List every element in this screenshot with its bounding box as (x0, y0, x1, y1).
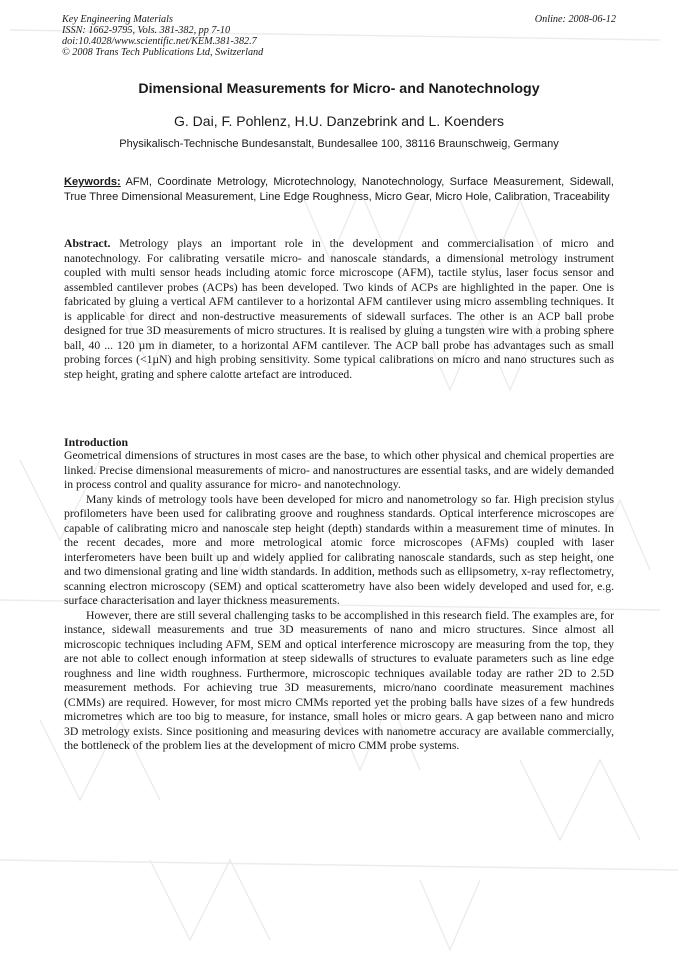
keywords-label: Keywords: (64, 176, 121, 188)
copyright-line: © 2008 Trans Tech Publications Ltd, Switzerland (62, 47, 264, 58)
intro-paragraph: Geometrical dimensions of structures in most cases are the base, to which other physical and chemical properties are linked. Precise dimensional measurements of micro- and nanostructures are essential tasks, and are widely demanded in process control and quality assurance for micro- and nanotechnology. (64, 449, 614, 491)
abstract-label: Abstract. (64, 237, 111, 250)
introduction-body (64, 449, 614, 754)
keywords-text: AFM, Coordinate Metrology, Microtechnology, Nanotechnology, Surface Measurement, Sidewall, True Three Dimensional Measurement, Line Edge Roughness, Micro Gear, Micro Hole, Calibration, Traceability (64, 176, 614, 203)
intro-paragraph: Many kinds of metrology tools have been developed for micro and nanometrology so far. High precision stylus profilometers have been used for calibrating groove and roughness standards. Optical interference microscopes are capable of calibrating micro and nanoscale step height (depth) standards within a measurement time of minutes. In the recent decades, more and more metrological atomic force microscopes (AFMs) coupled with laser interferometers have been built up and widely applied for calibrating nanoscale standards, such as step height, one and two dimensional grating and line width standards. In addition, methods such as ellipsometry, x-ray reflectometry, scanning electron microscopy (SEM) and optical scatterometry have also been widely developed and used for, e.g. surface characterisation and layer thickness measurements. (64, 492, 614, 607)
introduction-heading: Introduction (64, 435, 129, 449)
doi-line: doi:10.4028/www.scientific.net/KEM.381-382.7 (62, 36, 257, 47)
abstract-text: Metrology plays an important role in the development and commercialisation of micro and nanotechnology. For calibrating versatile micro- and nanoscale standards, a dimensional metrology instrument coupled with multi sensor heads including atomic force microscope (AFM), tactile stylus, laser focus sensor and assembled cantilever probes (ACPs) has been developed. Two kinds of ACPs are highlighted in the paper. One is fabricated by gluing a vertical AFM cantilever to a horizontal AFM cantilever using micro assembling techniques. It is applicable for direct and non-destructive measurements of sidewall surfaces. The other is an ACP ball probe designed for true 3D measurements of micro structures. It is realised by gluing a tungsten wire with a probing sphere ball, 40 ... 120 µm in diameter, to a horizontal AFM cantilever. The ACP ball probe has advantages such as small probing forces (<1µN) and high probing sensitivity. Some typical calibrations on micro and nano structures such as step height, grating and sphere calotte artefact are introduced. (64, 237, 614, 381)
journal-name: Key Engineering Materials (62, 14, 173, 25)
author-affiliation: Physikalisch-Technische Bundesanstalt, Bundesallee 100, 38116 Braunschweig, Germany (119, 138, 559, 150)
intro-paragraph: However, there are still several challenging tasks to be accomplished in this research field. The examples are, for instance, sidewall measurements and true 3D measurements of nano and micro structures. Since almost all microscopic techniques including AFM, SEM and optical interference microscopy are measuring from the top, they are not able to collect enough information at steep sidewalls of structures to evaluate parameters such as line edge roughness and line width roughness. Furthermore, microscopic techniques available today are rather 2D to 2.5D measurement methods. For achieving true 3D measurements, micro/nano coordinate measurement machines (CMMs) are required. However, for most micro CMMs reported yet the probing balls have sizes of a few hundreds micrometres which are too big to measure, for instance, small holes or micro gears. A gap between nano and micro 3D metrology exists. Since positioning and measuring devices with nanometre accuracy are available commercially, the bottleneck of the problem lies at the development of micro CMM probe systems. (64, 608, 614, 752)
issn-line: ISSN: 1662-9795, Vols. 381-382, pp 7-10 (62, 25, 231, 36)
journal-header (62, 14, 616, 58)
paper-title: Dimensional Measurements for Micro- and Nanotechnology (138, 81, 540, 97)
paper-authors: G. Dai, F. Pohlenz, H.U. Danzebrink and L. Koenders (174, 113, 504, 129)
keywords-section (64, 175, 614, 204)
abstract-section (64, 237, 614, 382)
online-date: Online: 2008-06-12 (534, 14, 616, 25)
